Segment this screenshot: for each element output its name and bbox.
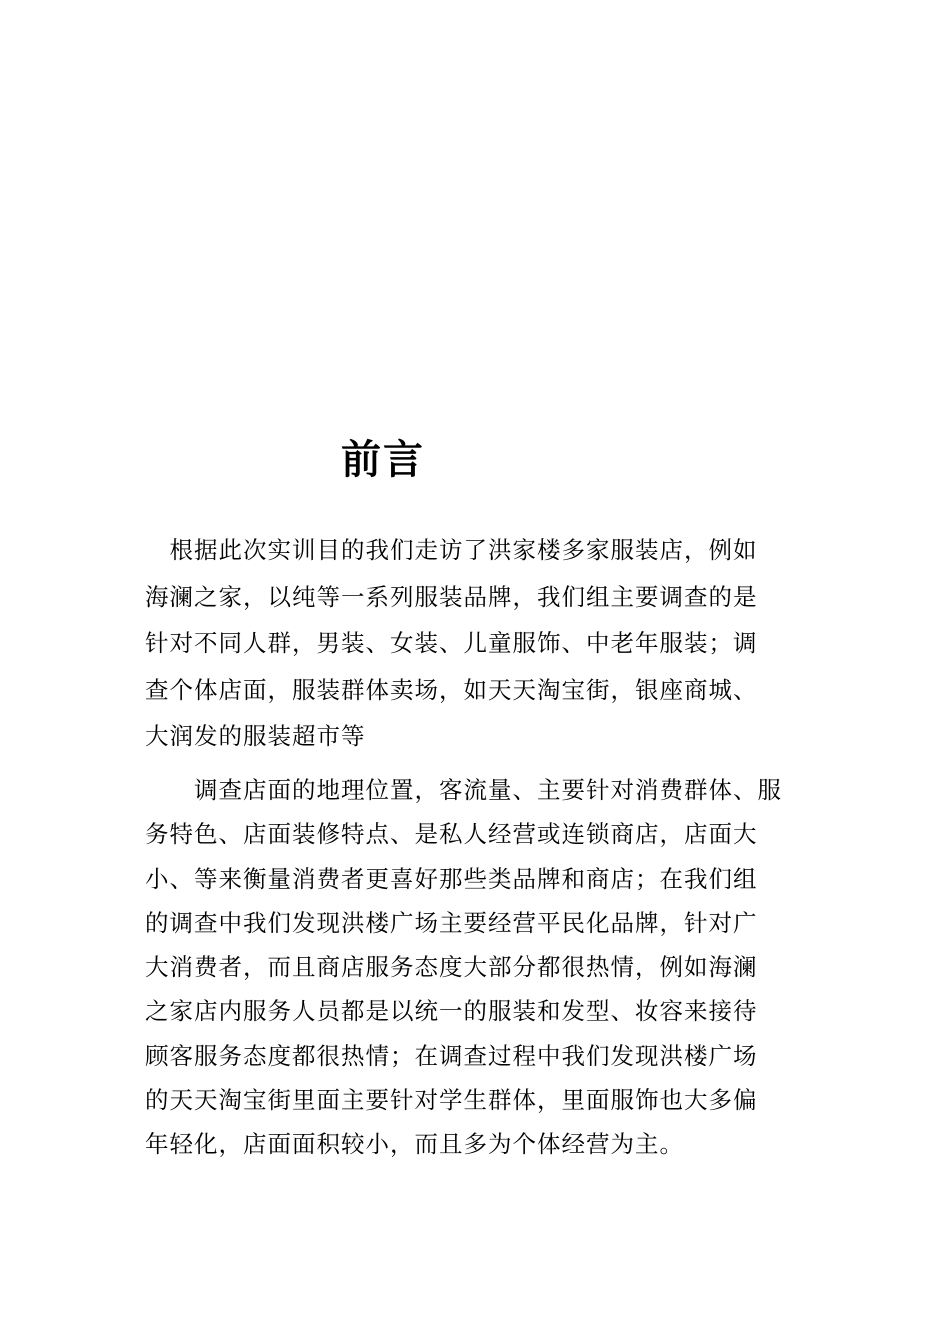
text-line: 的天天淘宝街里面主要针对学生群体，里面服饰也大多偏 (145, 1086, 758, 1115)
text-line: 的调查中我们发现洪楼广场主要经营平民化品牌，针对广 (145, 908, 758, 937)
text-line: 根据此次实训目的我们走访了洪家楼多家服装店，例如 (145, 536, 758, 564)
paragraph-2 (145, 768, 815, 1167)
text-line: 小、等来衡量消费者更喜好那些类品牌和商店；在我们组 (145, 864, 758, 893)
text-line: 务特色、店面装修特点、是私人经营或连锁商店，店面大 (145, 820, 758, 849)
text-line: 顾客服务态度都很热情；在调查过程中我们发现洪楼广场 (145, 1041, 758, 1070)
text-line: 之家店内服务人员都是以统一的服装和发型、妆容来接待 (145, 997, 758, 1026)
text-line: 大润发的服装超市等 (145, 722, 366, 750)
text-line: 海澜之家，以纯等一系列服装品牌，我们组主要调查的是 (145, 582, 758, 611)
page-title: 前言 (341, 437, 425, 483)
text-line: 年轻化，店面面积较小，而且多为个体经营为主。 (145, 1130, 684, 1159)
text-line: 调查店面的地理位置，客流量、主要针对消费群体、服 (145, 776, 782, 804)
text-line: 大消费者，而且商店服务态度大部分都很热情，例如海澜 (145, 953, 758, 982)
paragraph-1 (145, 527, 815, 760)
text-line: 查个体店面，服装群体卖场，如天天淘宝街，银座商城、 (145, 675, 758, 704)
text-line: 针对不同人群，男装、女装、儿童服饰、中老年服装；调 (145, 629, 758, 657)
